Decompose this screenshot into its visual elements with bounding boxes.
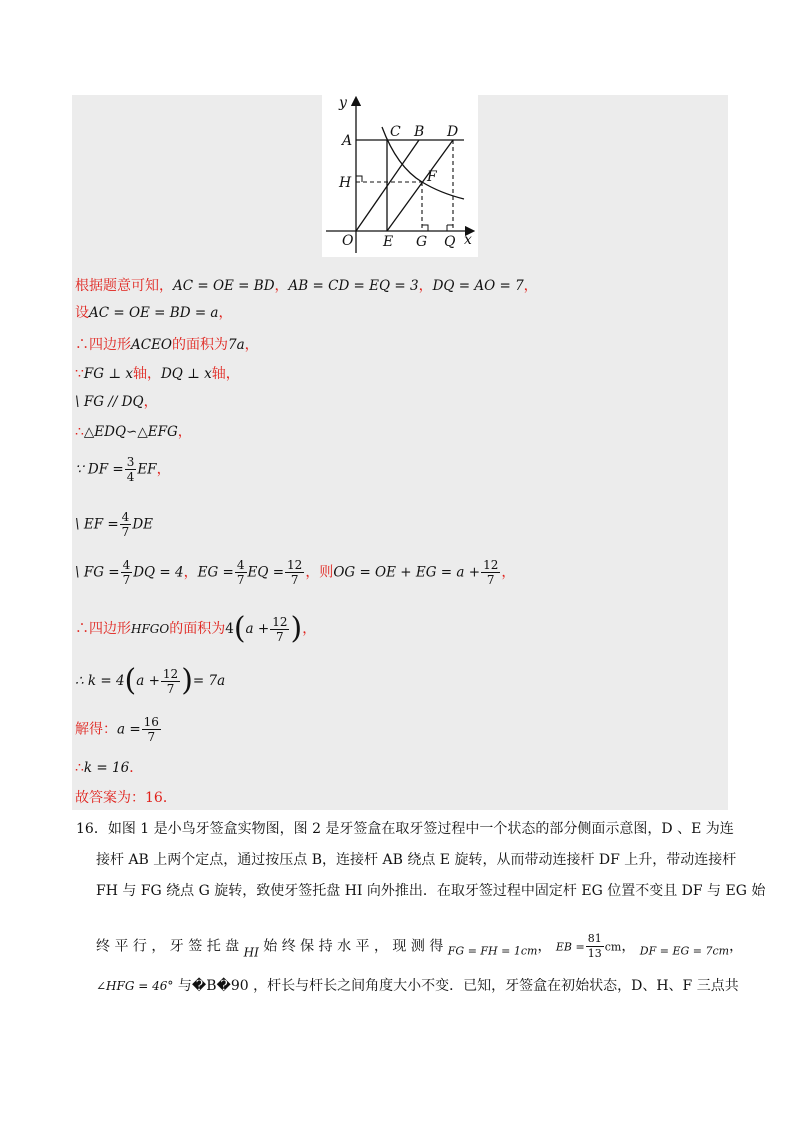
text: ∴: [75, 760, 84, 776]
math: △EDQ∽△EFG: [83, 424, 178, 440]
solution-line-9: [75, 558, 515, 587]
solution-line-14: [75, 788, 177, 808]
label-Q: Q: [444, 234, 456, 250]
math: HFGO: [131, 622, 170, 636]
punct: ，: [244, 337, 259, 353]
right-angle-G: [422, 225, 428, 231]
text: 始 终 保 持 水 平 ， 现 测 得: [263, 938, 444, 955]
denominator: 7: [236, 573, 245, 587]
math: EB =: [555, 940, 585, 954]
math: EG =: [197, 564, 234, 581]
denominator: 7: [147, 730, 156, 744]
denominator: 7: [166, 681, 175, 696]
punct: ，: [729, 938, 744, 955]
math: 4: [225, 621, 234, 637]
punct: ，: [183, 564, 198, 581]
math: ∵ DF =: [75, 461, 124, 478]
label-E: E: [383, 234, 394, 250]
math: ACEO: [131, 337, 173, 353]
punct: ，: [537, 938, 552, 955]
coordinate-figure: [322, 95, 478, 257]
q16-line-5: [96, 976, 739, 996]
q16-line-2: 接杆 AB 上两个定点，通过按压点 B，连接杆 AB 绕点 E 旋转，从而带动连接杆 DF 上升，带动连接杆: [96, 852, 737, 868]
punct: ，: [418, 278, 433, 294]
math: DF = EG = 7cm: [639, 944, 730, 958]
fraction: [161, 667, 180, 696]
solution-line-1: [75, 276, 538, 296]
solution-line-13: [75, 758, 143, 778]
math: k = 16: [83, 760, 130, 776]
text: 与�B�90 ，杆长与杆长之间角度大小不变．已知，牙签盒在初始状态，D、H、F 三点共: [173, 978, 739, 994]
math: ∠HFG = 46°: [96, 979, 174, 993]
math: \ FG =: [75, 564, 120, 581]
solution-line-11: [75, 663, 226, 698]
label-O: O: [342, 233, 354, 249]
math: a +: [245, 621, 270, 637]
punct: ，: [143, 394, 158, 410]
denominator: 7: [122, 573, 131, 587]
numerator: 12: [272, 614, 288, 629]
label-B: B: [414, 124, 425, 140]
text: ，则: [305, 564, 334, 581]
math: AB = CD = EQ = 3: [288, 278, 419, 294]
text: ∵: [75, 366, 84, 382]
math: a =: [117, 721, 141, 738]
math: = 7a: [192, 673, 226, 689]
fraction: [120, 510, 132, 539]
punct: ．: [129, 760, 144, 776]
solution-line-8: [75, 510, 153, 539]
label-A: A: [342, 133, 353, 149]
fraction: [142, 715, 161, 744]
right-paren: ): [290, 611, 303, 646]
label-H: H: [339, 175, 352, 191]
fraction: [481, 558, 500, 587]
solution-line-6: [75, 422, 192, 442]
math: DQ = 4: [133, 564, 184, 581]
punct: ，: [523, 278, 538, 294]
punct: ，: [156, 461, 171, 478]
text: 轴，: [132, 366, 161, 382]
label-G: G: [416, 234, 428, 250]
numerator: 3: [126, 455, 135, 469]
math: \ EF =: [75, 516, 119, 533]
q16-line-1: 16．如图 1 是小鸟牙签盒实物图，图 2 是牙签盒在取牙签过程中一个状态的部分侧面示意图，D 、E 为连: [76, 821, 734, 837]
right-paren: ): [181, 663, 193, 698]
text: 设: [75, 305, 89, 321]
denominator: 4: [126, 470, 135, 484]
text: ∴四边形: [75, 337, 131, 353]
solution-line-12: [75, 715, 162, 744]
math: EQ =: [247, 564, 285, 581]
label-y: y: [339, 95, 347, 111]
punct: ，: [274, 278, 289, 294]
fraction: [270, 615, 289, 644]
text: 终 平 行 ， 牙 签 托 盘: [96, 938, 240, 955]
answer-text: 故答案为：16．: [75, 790, 177, 806]
numerator: 16: [143, 715, 159, 729]
q16-line-3: FH 与 FG 绕点 G 旋转，致使牙签托盘 HI 向外推出．在取牙签过程中固定杆 EG 位置不变且 DF 与 EG 始: [96, 883, 766, 899]
label-D: D: [447, 124, 459, 140]
punct: ，: [218, 305, 233, 321]
numerator: 4: [236, 558, 245, 572]
fraction: [125, 455, 137, 484]
numerator: 4: [121, 510, 130, 524]
solution-line-5: [75, 392, 158, 412]
punct: ，: [621, 938, 636, 955]
text: 根据题意可知，: [75, 278, 173, 294]
numerator: 12: [287, 558, 303, 572]
label-x: x: [464, 232, 472, 248]
fraction: [235, 558, 247, 587]
text: ∴: [75, 424, 84, 440]
q16-line-4: [96, 932, 743, 963]
text: 解得：: [75, 721, 117, 738]
line-ED: [387, 140, 453, 231]
math: DQ = AO = 7: [432, 278, 524, 294]
left-paren: (: [124, 663, 137, 698]
left-paren: (: [233, 611, 246, 646]
math: HI: [243, 945, 259, 960]
text: 的面积为: [172, 337, 229, 353]
math: 7a: [228, 337, 245, 353]
math: FG = FH = 1cm: [447, 944, 538, 958]
solution-line-2: [75, 303, 232, 323]
denominator: 13: [587, 947, 602, 960]
text: 的面积为: [169, 621, 226, 637]
label-C: C: [390, 124, 401, 140]
unit: cm: [604, 940, 622, 954]
numerator: 4: [122, 558, 131, 572]
denominator: 7: [276, 629, 284, 644]
math: EF: [137, 461, 157, 478]
text: ∴四边形: [75, 621, 131, 637]
right-angle-H: [356, 176, 362, 182]
punct: ，: [501, 564, 516, 581]
fraction: [285, 558, 304, 587]
figure-svg: [322, 95, 478, 257]
fraction: [121, 558, 133, 587]
punct: ，: [177, 424, 192, 440]
numerator: 12: [483, 558, 499, 572]
fraction: [586, 932, 604, 961]
solution-line-3: [75, 335, 259, 355]
math: AC = OE = BD = a: [89, 305, 219, 321]
solution-line-7: [75, 455, 171, 484]
math: FG ⊥ x: [83, 366, 133, 382]
math: DE: [132, 516, 153, 533]
denominator: 7: [290, 573, 299, 587]
denominator: 7: [486, 573, 495, 587]
numerator: 81: [587, 932, 602, 945]
math: \ FG // DQ: [75, 394, 144, 410]
numerator: 12: [162, 666, 179, 681]
text: 轴，: [211, 366, 240, 382]
solution-line-10: [75, 611, 317, 646]
solution-line-4: [75, 364, 240, 384]
math: AC = OE = BD: [173, 278, 275, 294]
label-F: F: [427, 169, 437, 185]
math: a +: [136, 673, 160, 689]
denominator: 7: [121, 525, 130, 539]
math: DQ ⊥ x: [160, 366, 212, 382]
math: ∴ k = 4: [75, 673, 125, 689]
math: OG = OE + EG = a +: [333, 564, 481, 581]
punct: ，: [302, 621, 317, 637]
